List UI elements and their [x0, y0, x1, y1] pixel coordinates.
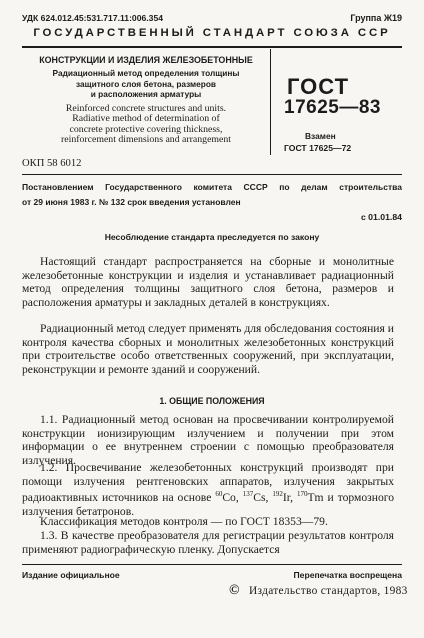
isotope-symbol: Co, [222, 491, 243, 505]
classification-paragraph: Классификация методов контроля — по ГОСТ 18353—79. [40, 515, 328, 528]
english-title-line: concrete protective covering thickness, [69, 123, 223, 135]
document-subtitle [22, 68, 270, 100]
clause-1-2-text: 1.2. Просвечивание железобетонных конструкций производят при помощи излучения рентгеновских аппаратов, излучения закрытых радиоактивных источников на основе [22, 461, 394, 505]
english-title-line: reinforcement dimensions and arrangement [60, 134, 232, 145]
section-title: 1. ОБЩИЕ ПОЛОЖЕНИЯ [159, 396, 265, 406]
isotope-mass: 192 [272, 490, 283, 499]
clause-1-1: 1.1. Радиационный метод основан на просвечивании контролируемой конструкции ионизирующим излучением и получении при этом информации о ее внутреннем строении с помощью преобразователя излучения. [22, 413, 394, 467]
replaces-value: ГОСТ 17625—72 [284, 143, 352, 153]
clause-1-2-text: и тормозного излучения бетатронов. [22, 491, 395, 518]
subtitle-line: и расположения арматуры [90, 89, 202, 100]
isotope-symbol: Ir, [282, 491, 293, 505]
okp-code: ОКП 58 6012 [22, 158, 82, 169]
legal-notice: Несоблюдение стандарта преследуется по закону [104, 232, 320, 242]
copyright-text: Издательство стандартов, 1983 [249, 585, 408, 597]
decree-line-2: от 29 июня 1983 г. № 132 срок введения установлен [22, 197, 241, 207]
copyright-symbol: © [229, 583, 240, 598]
english-title [22, 104, 270, 146]
intro-paragraph: Настоящий стандарт распространяется на сборные и монолитные железобетонные конструкции и изделия и устанавливает радиационный метод определения толщины защитного слоя бетона, размеров и расположения арматуры и закладных деталей в конструкциях. [22, 255, 394, 309]
subtitle-line: Радиационный метод определения толщины [52, 68, 240, 78]
document-title: КОНСТРУКЦИИ И ИЗДЕЛИЯ ЖЕЛЕЗОБЕТОННЫЕ [39, 55, 253, 65]
isotope-mass: 170 [296, 490, 308, 499]
reprint-notice: Перепечатка воспрещена [293, 570, 402, 580]
effective-date: с 01.01.84 [360, 212, 402, 222]
method-paragraph: Радиационный метод следует применять для обследования состояния и контроля качества сборных и монолитных железобетонных конструкций при строительстве особо ответственных сооружений, при эксплуатации, реконструкции и ремонте зданий и сооружений. [22, 322, 394, 376]
group-code: Группа Ж19 [350, 13, 402, 23]
isotope-mass: 60 [215, 490, 223, 499]
replaces-label: Взамен [305, 131, 336, 141]
subtitle-line: защитного слоя бетона, размеров [75, 78, 217, 89]
english-title-line: Reinforced concrete structures and units. [65, 102, 227, 114]
udk-code: УДК 624.012.45:531.717.11:006.354 [22, 13, 163, 23]
official-edition: Издание официальное [22, 570, 120, 580]
clause-1-3: 1.3. В качестве преобразователя для регистрации результатов контроля применяют радиографическую пленку. Допускается [22, 529, 394, 556]
decree-line-1: Постановлением Государственного комитета СССР по делам строительства [22, 182, 402, 192]
isotope-symbol: Cs, [253, 491, 273, 505]
clause-1-2 [22, 461, 394, 518]
isotope-mass: 137 [242, 490, 254, 499]
isotope-symbol: Tm [307, 491, 324, 505]
title-block-left [22, 49, 271, 155]
footer-rule [22, 564, 402, 565]
english-title-line: Radiative method of determination of [72, 113, 220, 125]
gost-number: 17625—83 [284, 97, 381, 118]
gost-label: ГОСТ [287, 74, 350, 99]
title-rule [22, 174, 402, 175]
standard-heading: ГОСУДАРСТВЕННЫЙ СТАНДАРТ СОЮЗА ССР [33, 27, 391, 39]
header-rule [22, 46, 402, 48]
